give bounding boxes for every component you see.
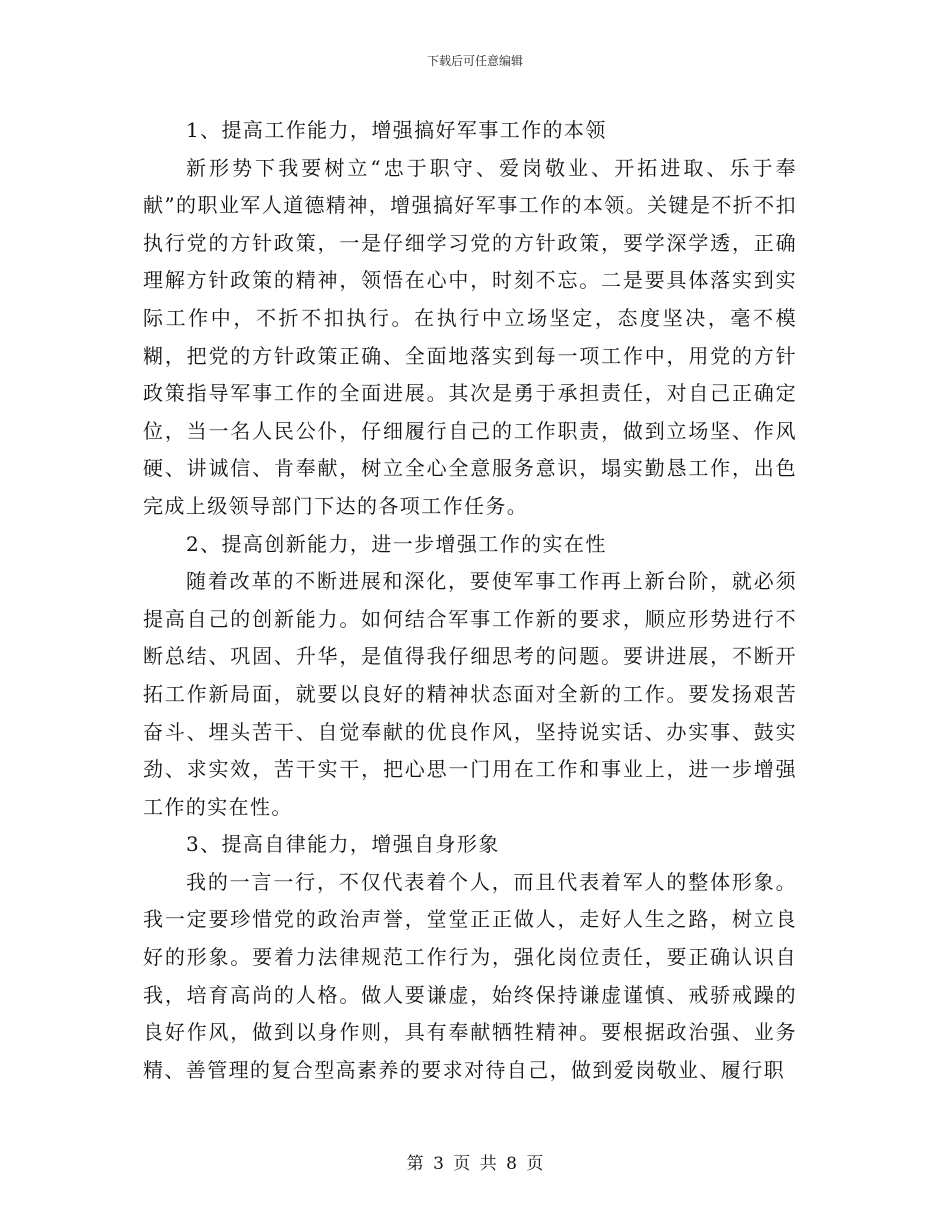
section-paragraph: 新形势下我要树立“忠于职守、爱岗敬业、开拓进取、乐于奉献”的职业军人道德精神，增强搞好军事工作的本领。关键是不折不扣执行党的方针政策，一是仔细学习党的方针政策，要学深学透，正确理解方针政策的精神，领悟在心中，时刻不忘。二是要具体落实到实际工作中，不折不扣执行。在执行中立场坚定，态度坚决，毫不模糊，把党的方针政策正确、全面地落实到每一项工作中，用党的方针政策指导军事工作的全面进展。其次是勇于承担责任，对自己正确定位，当一名人民公仆，仔细履行自己的工作职责，做到立场坚、作风硬、讲诚信、肯奉献，树立全心全意服务意识，塌实勤恳工作，出色完成上级领导部门下达的各项工作任务。 (143, 155, 797, 518)
section-heading: 3、提高自律能力，增强自身形象 (186, 832, 500, 857)
page-number: 第 3 页 共 8 页 (406, 1154, 544, 1174)
section-paragraph: 随着改革的不断进展和深化，要使军事工作再上新台阶，就必须提高自己的创新能力。如何结合军事工作新的要求，顺应形势进行不断总结、巩固、升华，是值得我仔细思考的问题。要讲进展，不断开拓工作新局面，就要以良好的精神状态面对全新的工作。要发扬艰苦奋斗、埋头苦干、自觉奉献的优良作风，坚持说实话、办实事、鼓实劲、求实效，苦干实干，把心思一门用在工作和事业上，进一步增强工作的实在性。 (143, 569, 797, 819)
section-heading: 1、提高工作能力，增强搞好军事工作的本领 (186, 118, 607, 142)
section-heading: 2、提高创新能力，进一步增强工作的实在性 (186, 531, 607, 556)
document-body (143, 112, 797, 1089)
section-paragraph: 我的一言一行，不仅代表着个人，而且代表着军人的整体形象。我一定要珍惜党的政治声誉，堂堂正正做人，走好人生之路，树立良好的形象。要着力法律规范工作行为，强化岗位责任，要正确认识自我，培育高尚的人格。做人要谦虚，始终保持谦虚谨慎、戒骄戒躁的良好作风，做到以身作则，具有奉献牺牲精神。要根据政治强、业务精、善管理的复合型高素养的要求对待自己，做到爱岗敬业、履行职 (143, 869, 797, 1082)
page-header: 下载后可任意编辑 (426, 54, 523, 68)
